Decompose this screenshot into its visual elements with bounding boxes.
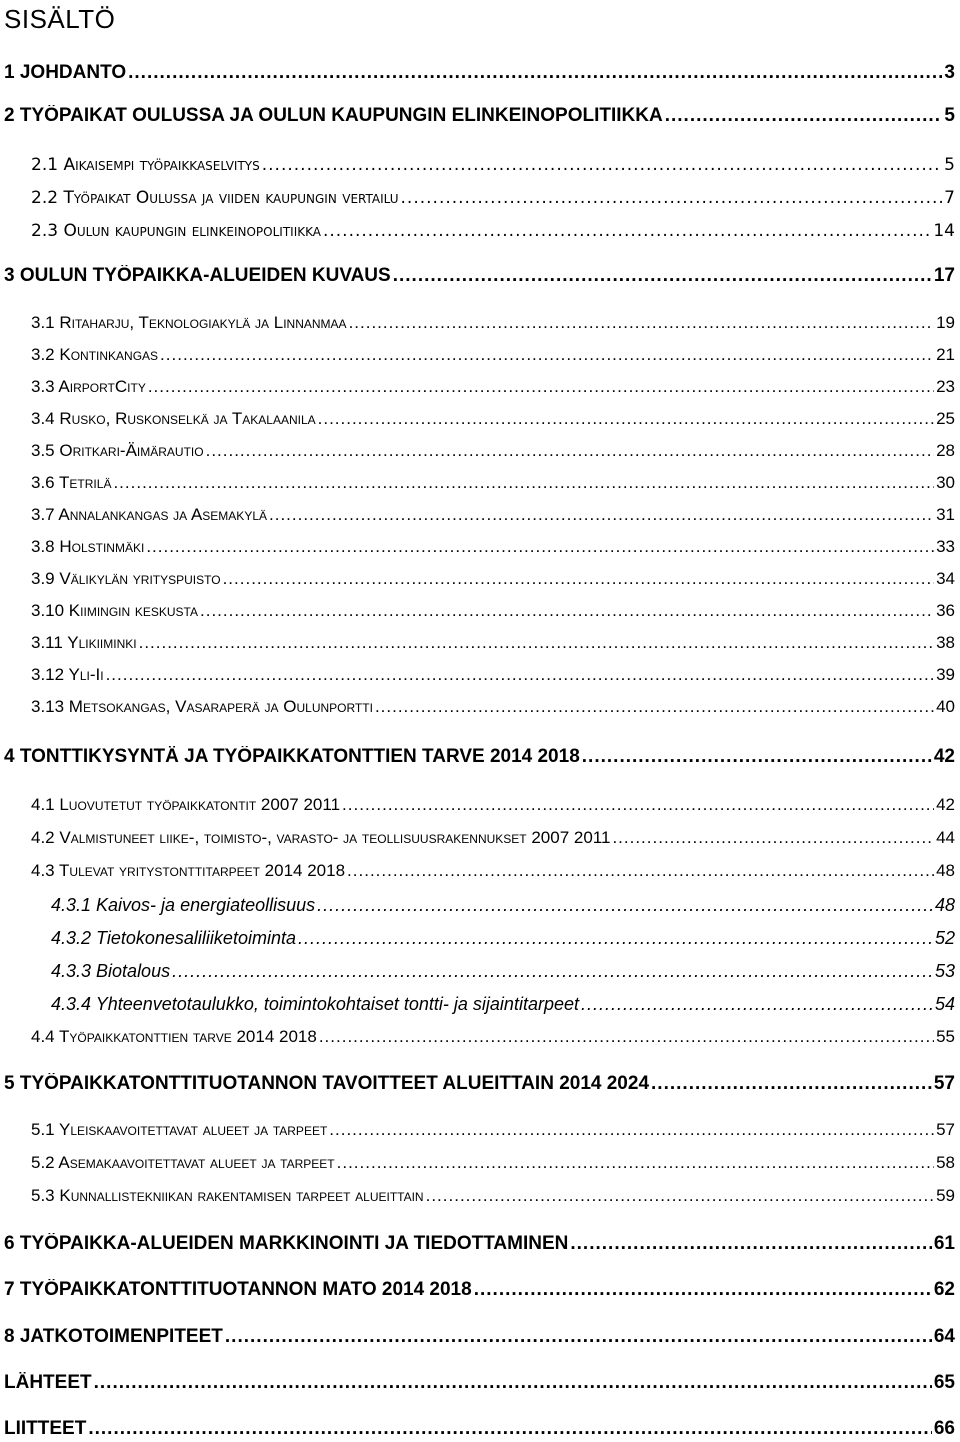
dot-leader xyxy=(269,505,934,525)
toc-entry-label: 3.1 Ritaharju, Teknologiakylä ja Linnanmaa xyxy=(31,313,347,332)
toc-entry[interactable] xyxy=(31,569,955,589)
toc-entry-page-number: 5 xyxy=(944,105,955,126)
toc-entry-page-number: 31 xyxy=(936,505,955,524)
toc-entry-label: 4.4 Työpaikkatonttien tarve 2014 2018 xyxy=(31,1027,317,1046)
toc-entry[interactable] xyxy=(31,313,955,333)
toc-entry-label: LÄHTEET xyxy=(4,1372,92,1393)
toc-entry[interactable] xyxy=(31,697,955,717)
dot-leader xyxy=(94,1372,932,1394)
dot-leader xyxy=(426,1186,934,1206)
dot-leader xyxy=(262,155,942,175)
dot-leader xyxy=(298,928,933,949)
toc-entry-page-number: 17 xyxy=(933,265,955,286)
toc-entry-label: 7 TYÖPAIKKATONTTITUOTANNON MATO 2014 2018 xyxy=(4,1279,472,1300)
dot-leader xyxy=(570,1233,931,1255)
toc-entry[interactable] xyxy=(51,928,955,949)
toc-entry[interactable] xyxy=(4,265,955,287)
dot-leader xyxy=(113,473,934,493)
toc-entry-page-number: 64 xyxy=(933,1326,955,1347)
dot-leader xyxy=(206,441,934,461)
toc-entry[interactable] xyxy=(4,1418,955,1440)
toc-entry[interactable] xyxy=(4,1073,955,1095)
toc-entry[interactable] xyxy=(31,665,955,685)
dot-leader xyxy=(347,861,934,881)
dot-leader xyxy=(106,665,935,685)
toc-entry-label: 3.3 AirportCity xyxy=(31,377,146,396)
toc-entry[interactable] xyxy=(4,105,955,127)
toc-entry-label: 5.2 Asemakaavoitettavat alueet ja tarpeet xyxy=(31,1153,335,1172)
toc-entry[interactable] xyxy=(4,1233,955,1255)
toc-entry-page-number: 58 xyxy=(936,1153,955,1172)
toc-entry-page-number: 42 xyxy=(933,746,955,767)
toc-entry-label: 3.9 Välikylän yrityspuisto xyxy=(31,569,221,588)
toc-entry-page-number: 38 xyxy=(936,633,955,652)
toc-entry-label: 3.10 Kiimingin keskusta xyxy=(31,601,198,620)
dot-leader xyxy=(223,569,935,589)
dot-leader xyxy=(581,994,933,1015)
toc-entry-page-number: 59 xyxy=(936,1186,955,1205)
toc-entry-page-number: 14 xyxy=(933,221,955,241)
toc-entry[interactable] xyxy=(4,1279,955,1301)
toc-entry[interactable] xyxy=(31,1120,955,1140)
dot-leader xyxy=(651,1073,932,1095)
dot-leader xyxy=(375,697,934,717)
dot-leader xyxy=(88,1418,932,1440)
toc-entry-label: 3.8 Holstinmäki xyxy=(31,537,145,556)
toc-entry-label: 2.3 Oulun kaupungin elinkeinopolitiikka xyxy=(31,221,321,241)
toc-entry[interactable] xyxy=(31,601,955,621)
toc-entry-label: 3.4 Rusko, Ruskonselkä ja Takalaanila xyxy=(31,409,316,428)
toc-entry-label: 3.2 Kontinkangas xyxy=(31,345,159,364)
toc-entry[interactable] xyxy=(31,188,955,208)
toc-entry-page-number: 57 xyxy=(936,1120,955,1139)
toc-entry-label: 4.3.1 Kaivos- ja energiateollisuus xyxy=(51,895,316,915)
dot-leader xyxy=(329,1120,934,1140)
toc-entry-label: LIITTEET xyxy=(4,1418,87,1439)
toc-entry-label: 4.2 Valmistuneet liike-, toimisto-, varasto- ja teollisuusrakennukset 2007 2011 xyxy=(31,828,611,847)
dot-leader xyxy=(146,537,934,557)
dot-leader xyxy=(317,895,933,916)
dot-leader xyxy=(337,1153,934,1173)
toc-entry[interactable] xyxy=(31,221,955,241)
toc-entry[interactable] xyxy=(31,1186,955,1206)
toc-entry[interactable] xyxy=(51,961,955,982)
toc-entry-page-number: 40 xyxy=(936,697,955,716)
toc-entry-label: 4.3 Tulevat yritystonttitarpeet 2014 2018 xyxy=(31,861,346,880)
toc-entry-label: 4.3.3 Biotalous xyxy=(51,961,171,981)
toc-entry-page-number: 21 xyxy=(936,345,955,364)
toc-entry[interactable] xyxy=(31,861,955,881)
toc-entry-page-number: 65 xyxy=(933,1372,955,1393)
dot-leader xyxy=(225,1326,932,1348)
toc-entry[interactable] xyxy=(31,828,955,848)
toc-entry[interactable] xyxy=(31,795,955,815)
dot-leader xyxy=(200,601,934,621)
dot-leader xyxy=(319,1027,934,1047)
toc-entry-page-number: 44 xyxy=(936,828,955,847)
toc-entry-label: 3.11 Ylikiiminki xyxy=(31,633,137,652)
toc-entry-page-number: 33 xyxy=(936,537,955,556)
toc-entry-page-number: 42 xyxy=(936,795,955,814)
dot-leader xyxy=(401,188,943,208)
toc-entry-label: 3.6 Tetrilä xyxy=(31,473,112,492)
toc-entry-page-number: 5 xyxy=(944,155,955,175)
toc-entry-page-number: 48 xyxy=(936,861,955,880)
dot-leader xyxy=(160,345,934,365)
toc-entry-label: 2.2 Työpaikat Oulussa ja viiden kaupungin vertailu xyxy=(31,188,399,208)
toc-entry[interactable] xyxy=(51,895,955,916)
toc-entry-page-number: 7 xyxy=(944,188,955,208)
toc-entry-label: 5.1 Yleiskaavoitettavat alueet ja tarpeet xyxy=(31,1120,328,1139)
toc-entry-page-number: 52 xyxy=(934,928,955,948)
toc-entry-label: 8 JATKOTOIMENPITEET xyxy=(4,1326,223,1347)
toc-entry-label: 6 TYÖPAIKKA-ALUEIDEN MARKKINOINTI JA TIEDOTTAMINEN xyxy=(4,1233,569,1254)
toc-entry-page-number: 30 xyxy=(936,473,955,492)
toc-entry[interactable] xyxy=(31,409,955,429)
toc-entry-page-number: 48 xyxy=(934,895,955,915)
toc-entry-label: 3.13 Metsokangas, Vasaraperä ja Oulunportti xyxy=(31,697,373,716)
dot-leader xyxy=(612,828,934,848)
toc-entry[interactable] xyxy=(31,473,955,493)
dot-leader xyxy=(665,105,943,127)
toc-entry-page-number: 55 xyxy=(936,1027,955,1046)
toc-entry-label: 2.1 Aikaisempi työpaikkaselvitys xyxy=(31,155,260,175)
toc-entry[interactable] xyxy=(4,746,955,768)
toc-entry-label: 3 OULUN TYÖPAIKKA-ALUEIDEN KUVAUS xyxy=(4,265,391,286)
dot-leader xyxy=(342,795,934,815)
toc-entry-page-number: 57 xyxy=(933,1073,955,1094)
dot-leader xyxy=(349,313,935,333)
toc-entry-page-number: 28 xyxy=(936,441,955,460)
dot-leader xyxy=(172,961,933,982)
toc-entry-label: 5.3 Kunnallistekniikan rakentamisen tarpeet alueittain xyxy=(31,1186,424,1205)
toc-entry-page-number: 3 xyxy=(944,62,955,83)
toc-entry[interactable] xyxy=(4,1372,955,1394)
toc-entry[interactable] xyxy=(4,62,955,84)
toc-entry[interactable] xyxy=(31,345,955,365)
toc-entry-page-number: 62 xyxy=(933,1279,955,1300)
toc-entry[interactable] xyxy=(31,633,955,653)
dot-leader xyxy=(128,62,942,84)
toc-entry-page-number: 25 xyxy=(936,409,955,428)
toc-entry-label: 2 TYÖPAIKAT OULUSSA JA OULUN KAUPUNGIN ELINKEINOPOLITIIKKA xyxy=(4,105,663,126)
toc-entry-page-number: 34 xyxy=(936,569,955,588)
toc-entry[interactable] xyxy=(31,377,955,397)
toc-entry-label: 4.3.4 Yhteenvetotaulukko, toimintokohtaiset tontti- ja sijaintitarpeet xyxy=(51,994,579,1014)
toc-entry[interactable] xyxy=(31,1027,955,1047)
toc-entry[interactable] xyxy=(31,505,955,525)
toc-entry-page-number: 66 xyxy=(933,1418,955,1439)
toc-entry-label: 3.12 Yli-Ii xyxy=(31,665,104,684)
toc-entry[interactable] xyxy=(31,1153,955,1173)
toc-entry[interactable] xyxy=(31,441,955,461)
toc-entry-page-number: 23 xyxy=(936,377,955,396)
toc-entry-page-number: 54 xyxy=(934,994,955,1014)
toc-entry[interactable] xyxy=(31,537,955,557)
toc-entry[interactable] xyxy=(4,1326,955,1348)
toc-entry-label: 4.1 Luovutetut työpaikkatontit 2007 2011 xyxy=(31,795,341,814)
toc-entry-label: 1 JOHDANTO xyxy=(4,62,127,83)
toc-entry[interactable] xyxy=(51,994,955,1015)
dot-leader xyxy=(148,377,934,397)
toc-entry-label: 3.7 Annalankangas ja Asemakylä xyxy=(31,505,267,524)
toc-entry-label: 3.5 Oritkari-Äimärautio xyxy=(31,441,204,460)
toc-entry-page-number: 39 xyxy=(936,665,955,684)
toc-entry-label: 4.3.2 Tietokonesaliliiketoiminta xyxy=(51,928,296,948)
dot-leader xyxy=(323,221,931,241)
toc-entry-page-number: 53 xyxy=(934,961,955,981)
toc-entry-page-number: 19 xyxy=(936,313,955,332)
toc-entry-label: 5 TYÖPAIKKATONTTITUOTANNON TAVOITTEET ALUEITTAIN 2014 2024 xyxy=(4,1073,650,1094)
dot-leader xyxy=(139,633,934,653)
toc-entry[interactable] xyxy=(31,155,955,175)
page-title: SISÄLTÖ xyxy=(4,4,116,34)
dot-leader xyxy=(474,1279,932,1301)
toc-entry-label: 4 TONTTIKYSYNTÄ JA TYÖPAIKKATONTTIEN TARVE 2014 2018 xyxy=(4,746,580,767)
toc-entry-page-number: 36 xyxy=(936,601,955,620)
dot-leader xyxy=(318,409,934,429)
dot-leader xyxy=(582,746,932,768)
dot-leader xyxy=(393,265,932,287)
toc-entry-page-number: 61 xyxy=(933,1233,955,1254)
